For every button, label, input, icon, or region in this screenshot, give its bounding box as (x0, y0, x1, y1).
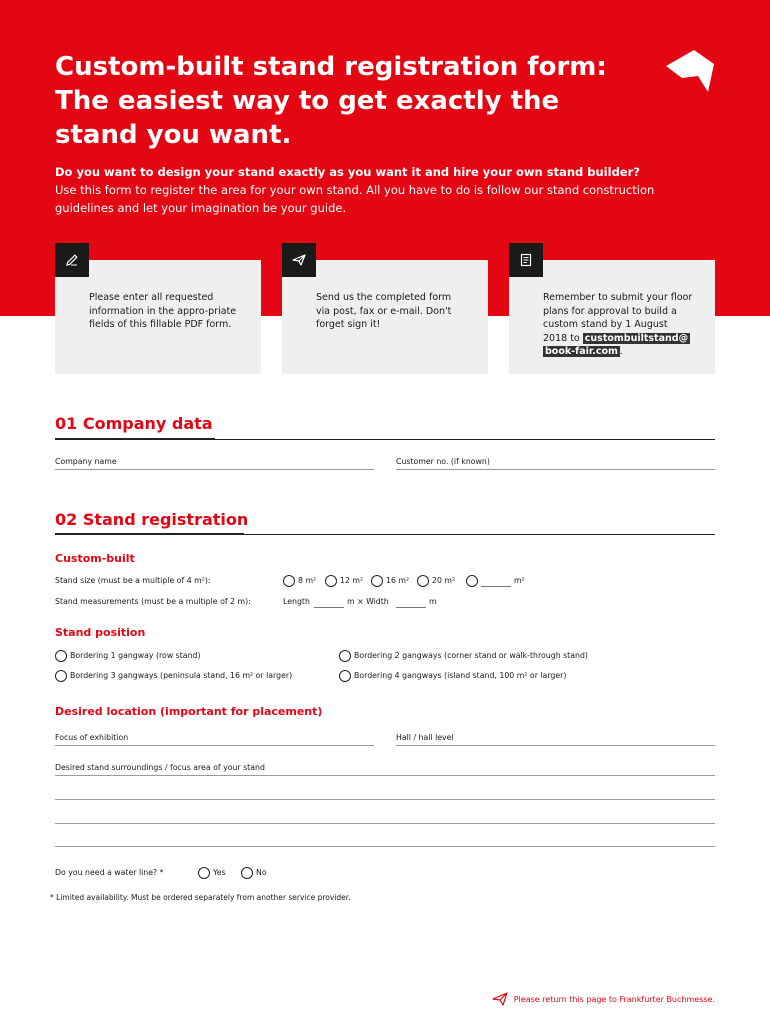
position-4-radio[interactable] (339, 670, 351, 682)
brand-logo-icon (664, 48, 716, 96)
position-option-label: Bordering 3 gangways (peninsula stand, 16 m² or larger) (70, 671, 293, 680)
return-text: Please return this page to Frankfurter Buchmesse. (513, 994, 715, 1004)
size-8-radio[interactable] (283, 575, 295, 587)
company-name-label: Company name (55, 457, 117, 466)
card-text-pre: Remember to submit your floor plans for approval to build a custom stand by 1 August 2018 to (543, 292, 693, 344)
water-yes-radio[interactable] (198, 867, 210, 879)
card-text-post: . (619, 346, 623, 357)
size-option-label: 20 m² (432, 576, 456, 585)
size-12-radio[interactable] (325, 575, 337, 587)
length-label: Length (283, 597, 310, 606)
customer-no-label: Customer no. (if known) (396, 457, 490, 466)
pencil-icon (55, 243, 89, 277)
intro-question: Do you want to design your stand exactly as you want it and hire your own stand builder? (55, 165, 640, 179)
position-option-label: Bordering 2 gangways (corner stand or walk-through stand) (354, 651, 588, 660)
customer-no-field[interactable] (396, 469, 715, 470)
stand-position-heading: Stand position (55, 626, 146, 639)
surroundings-field-line-2[interactable] (55, 799, 715, 800)
paper-plane-icon (282, 243, 316, 277)
hall-label: Hall / hall level (396, 733, 454, 742)
position-option-label: Bordering 4 gangways (island stand, 100 m² or larger) (354, 671, 567, 680)
surroundings-field-line-4[interactable] (55, 846, 715, 847)
company-name-field[interactable] (55, 469, 374, 470)
surroundings-label: Desired stand surroundings / focus area of your stand (55, 763, 265, 772)
position-option-label: Bordering 1 gangway (row stand) (70, 651, 201, 660)
size-option-label: 8 m² (298, 576, 317, 585)
info-card-deadline (509, 260, 715, 374)
water-no-radio[interactable] (241, 867, 253, 879)
width-label: m × Width (347, 597, 389, 606)
focus-field[interactable] (55, 745, 374, 746)
size-16-radio[interactable] (371, 575, 383, 587)
surroundings-field-line-3[interactable] (55, 823, 715, 824)
position-1-radio[interactable] (55, 650, 67, 662)
hall-field[interactable] (396, 745, 715, 746)
title-line-3: stand you want. (55, 120, 292, 150)
water-no-label: No (256, 868, 267, 877)
water-yes-label: Yes (213, 868, 226, 877)
section-underline (55, 438, 215, 440)
size-other-unit: m² (514, 576, 525, 585)
page-title (55, 50, 655, 152)
focus-label: Focus of exhibition (55, 733, 129, 742)
return-note (492, 992, 715, 1006)
stand-size-label: Stand size (must be a multiple of 4 m²): (55, 576, 211, 585)
position-2-radio[interactable] (339, 650, 351, 662)
width-unit: m (429, 597, 437, 606)
card-text (543, 291, 693, 359)
desired-location-heading: Desired location (important for placement) (55, 705, 323, 718)
width-field[interactable] (396, 607, 426, 608)
title-line-1: Custom-built stand registration form: (55, 52, 607, 82)
size-other-field[interactable] (481, 586, 511, 587)
document-icon (509, 243, 543, 277)
surroundings-field-line-1[interactable] (55, 775, 715, 776)
card-text: Send us the completed form via post, fax or e-mail. Don't forget sign it! (316, 292, 452, 330)
email-link-part1[interactable]: custombuiltstand@ (584, 332, 689, 344)
length-field[interactable] (314, 607, 344, 608)
card-text: Please enter all requested information in the appro-priate fields of this fillable PDF form. (89, 292, 237, 330)
section-company-title: 01 Company data (55, 414, 213, 433)
measurements-label: Stand measurements (must be a multiple of 2 m): (55, 597, 251, 606)
paper-plane-icon (492, 992, 508, 1006)
size-option-label: 12 m² (340, 576, 364, 585)
size-20-radio[interactable] (417, 575, 429, 587)
section-underline (55, 533, 244, 535)
position-3-radio[interactable] (55, 670, 67, 682)
size-other-radio[interactable] (466, 575, 478, 587)
water-question: Do you need a water line? * (55, 868, 164, 877)
email-link-part2[interactable]: book-fair.com (545, 346, 618, 357)
footnote: * Limited availability. Must be ordered separately from another service provider. (50, 893, 351, 902)
info-card-send (282, 260, 488, 374)
intro-text: Use this form to register the area for your own stand. All you have to do is follow our stand construction guidelines and let your imagination be your guide. (55, 183, 655, 215)
size-option-label: 16 m² (386, 576, 410, 585)
section-stand-title: 02 Stand registration (55, 510, 249, 529)
info-card-fill (55, 260, 261, 374)
title-line-2: The easiest way to get exactly the (55, 86, 560, 116)
custom-built-heading: Custom-built (55, 552, 135, 565)
